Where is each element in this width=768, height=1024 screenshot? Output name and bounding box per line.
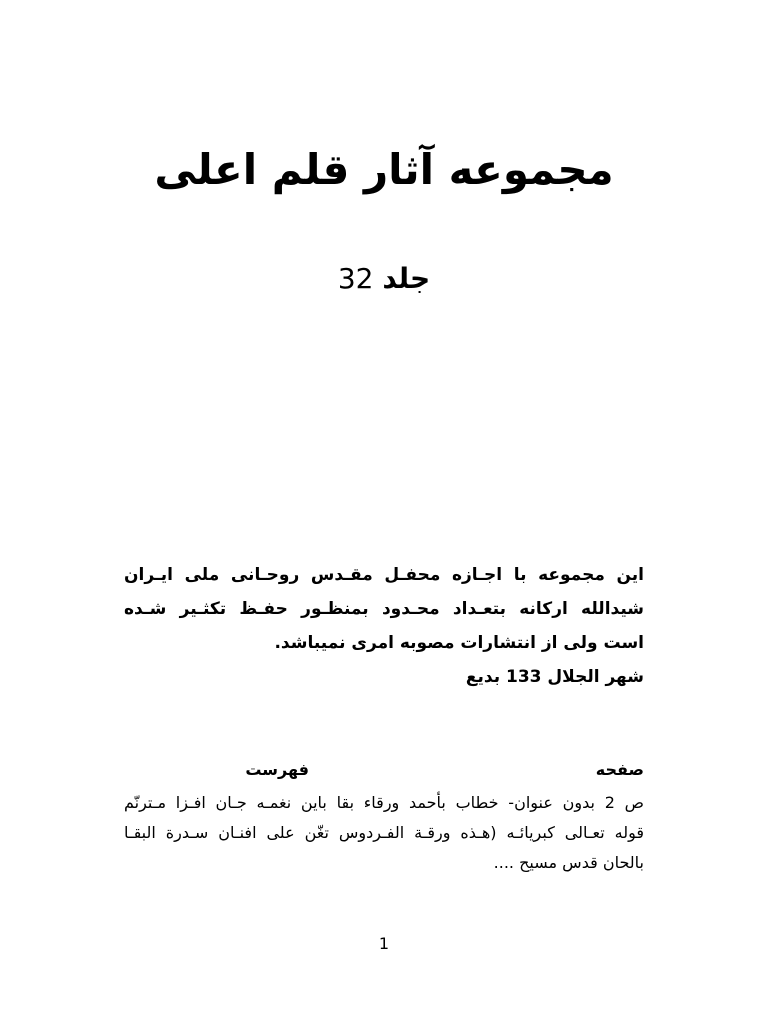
- toc-page-heading: صفحه: [595, 760, 644, 779]
- volume-label: [0, 262, 768, 296]
- publication-date: شهر الجلال 133 بدیع: [465, 667, 644, 687]
- page-number: 1: [378, 934, 390, 953]
- toc-entry: [124, 788, 644, 878]
- toc-header: [124, 760, 644, 788]
- toc-entry-line: ص 2 بدون عنوان- خطاب بأحمد ورقاء بقا باین نغمـه جـان افـزا مـترنّم: [124, 793, 645, 812]
- toc-entry-line: بالحان قدس مسیح ....: [493, 853, 644, 872]
- toc-entry-line: قوله تعـالی کبریائـه (هـذه ورقـة الفـردوس تغّن علی افنـان سـدرة البقـا: [124, 823, 644, 842]
- toc-index-heading: فهرست: [245, 760, 309, 779]
- notice-line: است ولی از انتشارات مصوبه امری نمیباشد.: [274, 633, 644, 653]
- volume-word: جلد: [382, 262, 431, 295]
- volume-number: 32: [337, 262, 374, 295]
- publication-notice: [124, 558, 644, 694]
- notice-line: شیدالله ارکانه بتعـداد محـدود بمنظـور حفـظ تکثـیر شـده: [124, 599, 644, 619]
- table-of-contents: [124, 760, 644, 878]
- notice-line: این مجموعه با اجـازه محفـل مقـدس روحـانی ملی ایـران: [124, 565, 644, 585]
- document-title: مجموعه آثار قلم اعلی: [154, 145, 614, 194]
